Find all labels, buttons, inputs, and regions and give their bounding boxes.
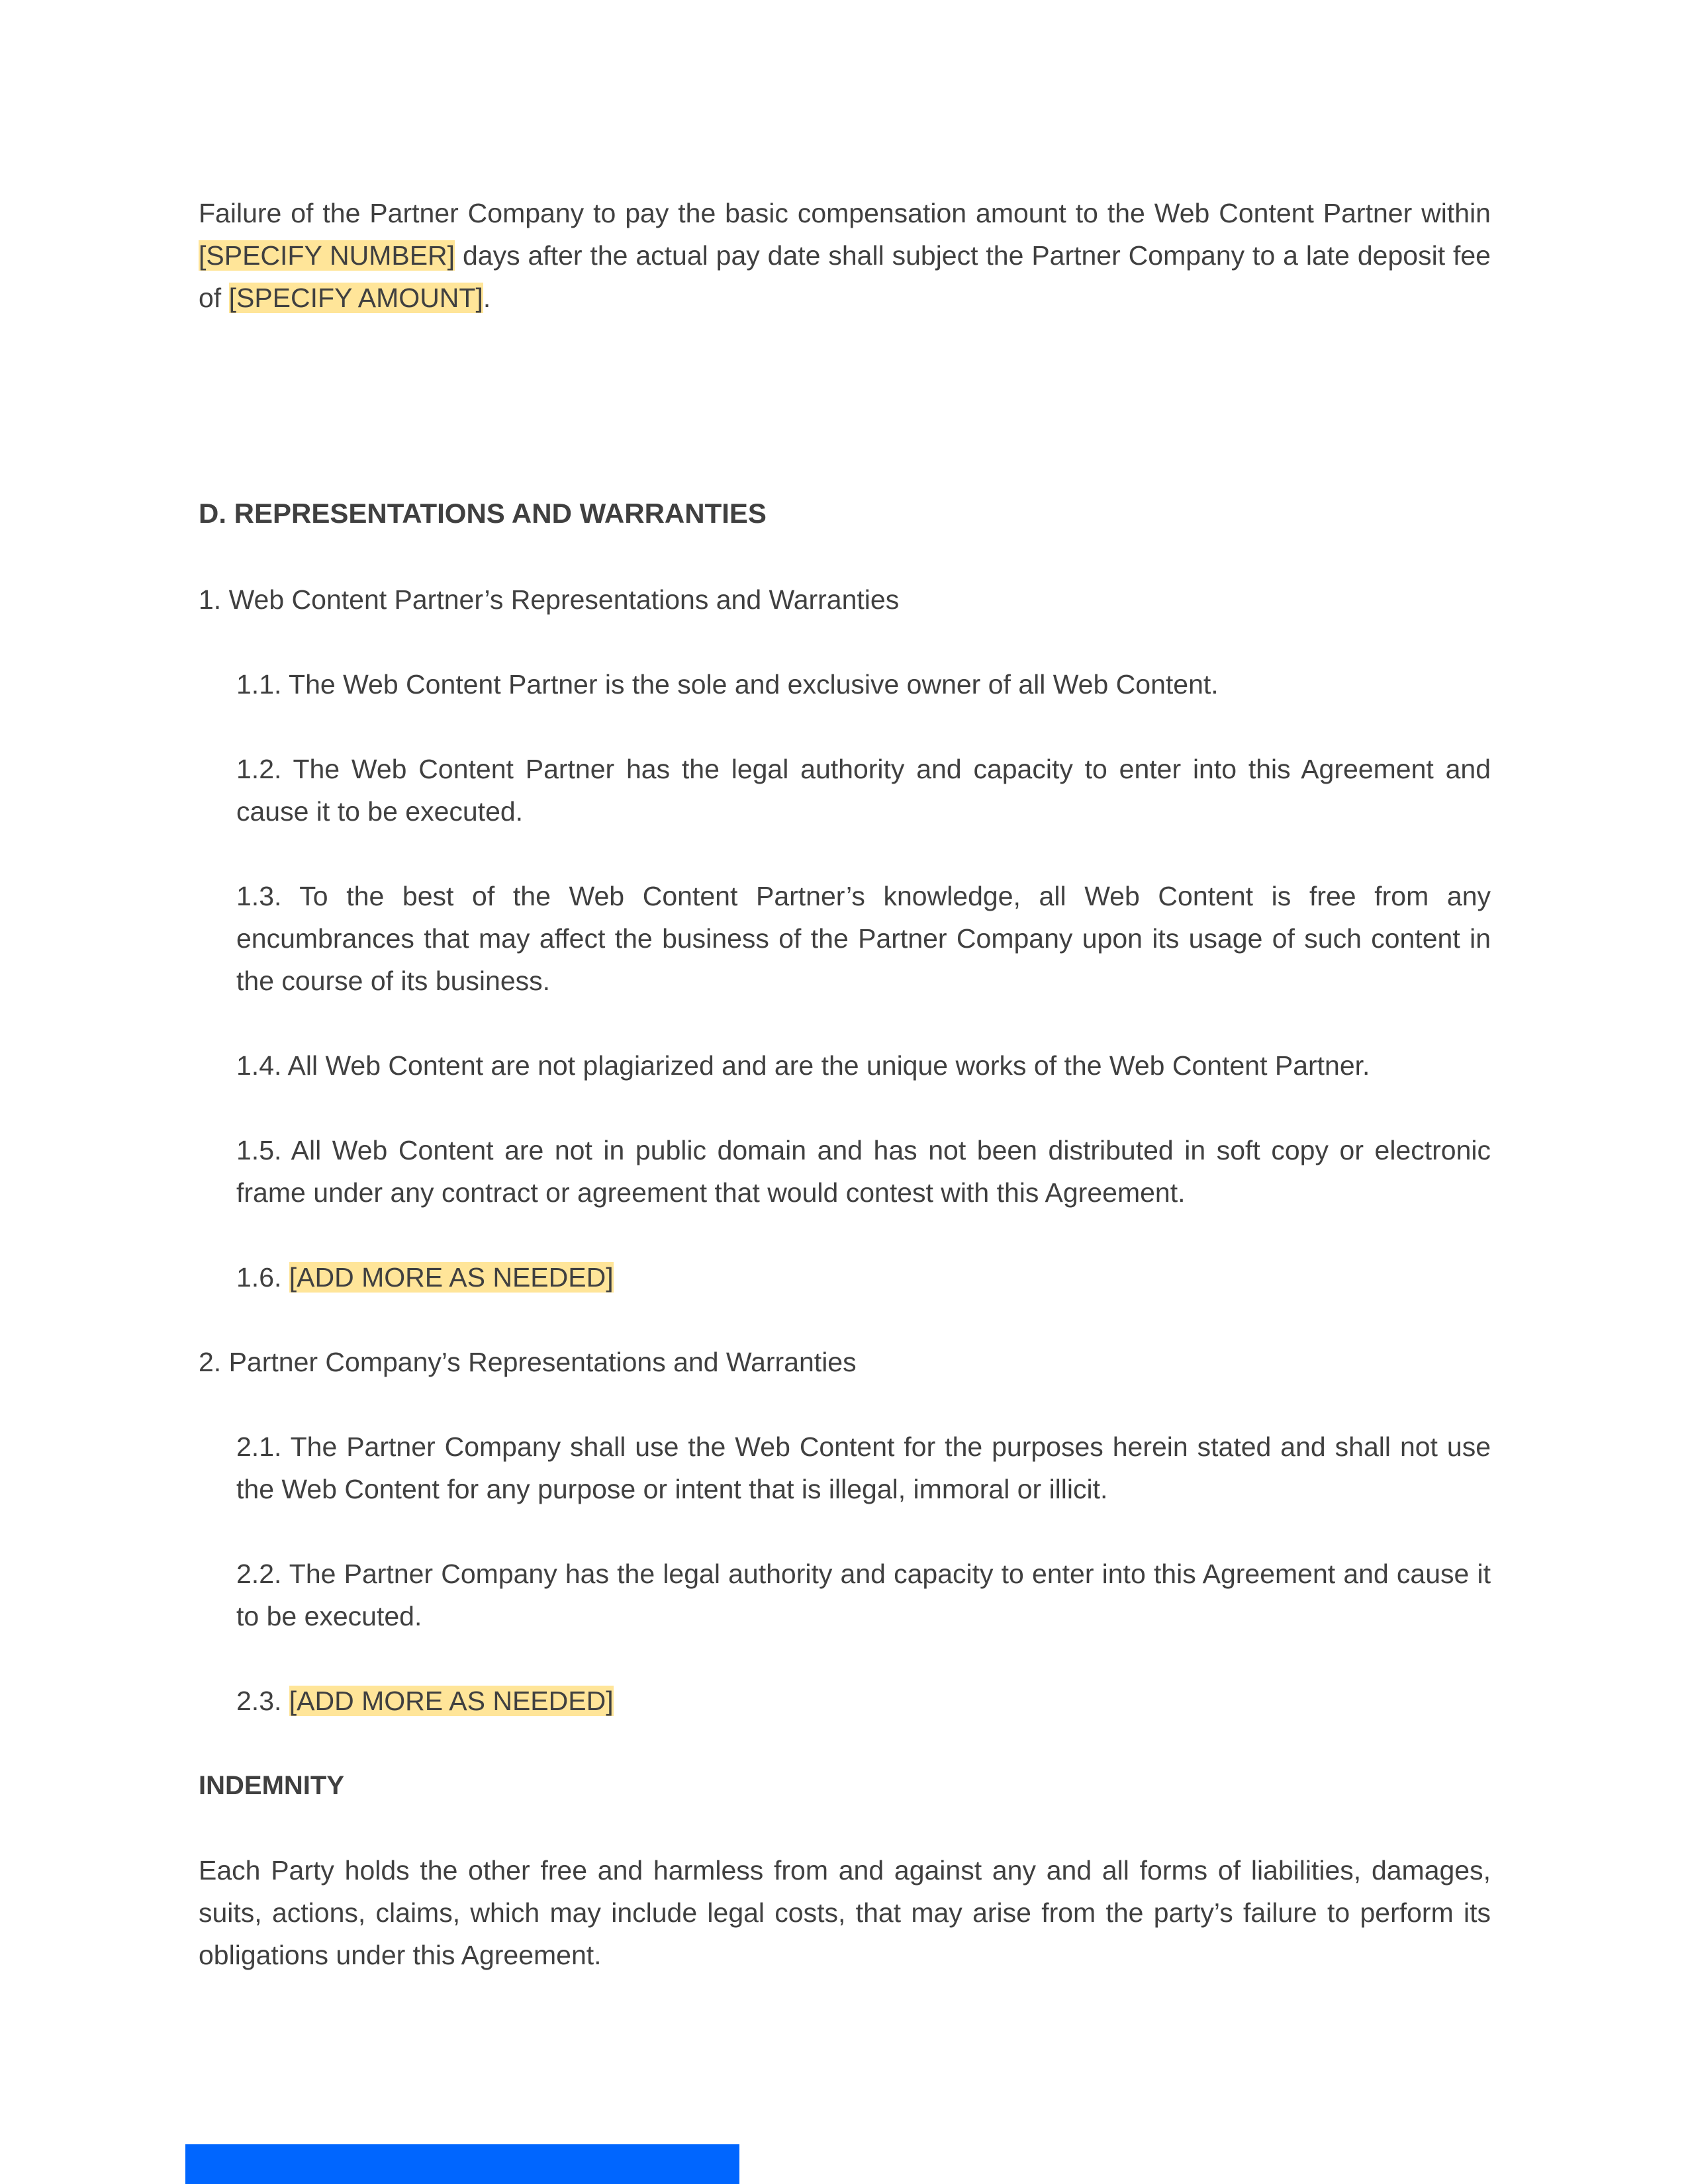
placeholder-specify-amount: [SPECIFY AMOUNT] [228, 283, 483, 313]
clause-1-4: 1.4. All Web Content are not plagiarized and are the unique works of the Web Content Partner. [236, 1050, 1370, 1081]
late-fee-text-2: days after the actual pay date shall subject the Partner Company to a late deposit fee of [199, 240, 1491, 313]
clause-2-3 [236, 1680, 1491, 1722]
subsection-2-title: 2. Partner Company’s Representations and Warranties [199, 1347, 857, 1377]
clause-2-3-number: 2.3. [236, 1686, 289, 1716]
section-d-heading: D. REPRESENTATIONS AND WARRANTIES [199, 498, 767, 529]
clause-2-1: 2.1. The Partner Company shall use the Web Content for the purposes herein stated and shall not use the Web Content for any purpose or intent that is illegal, immoral or illicit. [236, 1432, 1491, 1504]
clause-1-6-number: 1.6. [236, 1262, 289, 1293]
clause-1-6 [236, 1256, 1491, 1298]
clause-1-1: 1.1. The Web Content Partner is the sole and exclusive owner of all Web Content. [236, 669, 1219, 700]
document-page [199, 192, 1491, 1976]
placeholder-add-more-2: [ADD MORE AS NEEDED] [289, 1686, 614, 1716]
late-fee-text-3: . [483, 283, 491, 313]
clause-1-2: 1.2. The Web Content Partner has the legal authority and capacity to enter into this Agreement and cause it to be executed. [236, 754, 1491, 827]
clause-1-3: 1.3. To the best of the Web Content Partner’s knowledge, all Web Content is free from any encumbrances that may affect the business of the Partner Company upon its usage of such content in the course of its business. [236, 881, 1491, 996]
late-fee-text-1: Failure of the Partner Company to pay the basic compensation amount to the Web Content Partner within [199, 198, 1491, 228]
placeholder-add-more-1: [ADD MORE AS NEEDED] [289, 1262, 614, 1293]
subsection-1-title: 1. Web Content Partner’s Representations and Warranties [199, 584, 900, 615]
late-fee-paragraph [199, 192, 1491, 319]
indemnity-heading: INDEMNITY [199, 1771, 344, 1800]
clause-1-5: 1.5. All Web Content are not in public domain and has not been distributed in soft copy or electronic frame under any contract or agreement that would contest with this Agreement. [236, 1135, 1491, 1208]
clause-2-2: 2.2. The Partner Company has the legal authority and capacity to enter into this Agreement and cause it to be executed. [236, 1559, 1491, 1631]
placeholder-specify-number: [SPECIFY NUMBER] [199, 240, 455, 271]
footer-color-bar [185, 2144, 739, 2184]
indemnity-paragraph: Each Party holds the other free and harmless from and against any and all forms of liabilities, damages, suits, actions, claims, which may include legal costs, that may arise from the party’s failure to perform its obligations under this Agreement. [199, 1855, 1491, 1970]
